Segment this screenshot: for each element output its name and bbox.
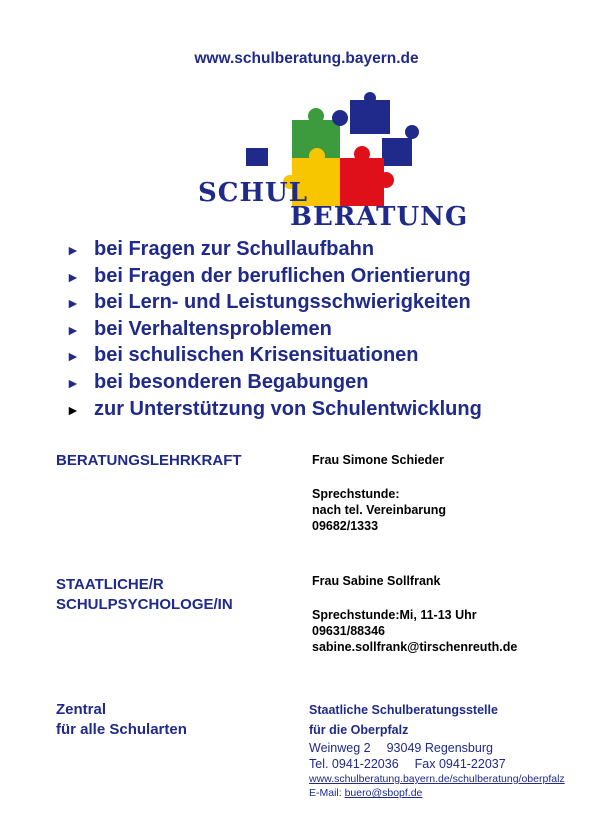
office-name: Staatliche Schulberatungsstelle <box>309 703 498 717</box>
office-web-link-row <box>309 772 565 786</box>
schulberatung-logo <box>190 92 470 232</box>
triangle-bullet-icon: ► <box>66 242 80 258</box>
beratungsstelle-address <box>309 700 565 800</box>
triangle-bullet-icon: ► <box>66 268 80 285</box>
contact-name: Frau Sabine Sollfrank <box>312 574 441 588</box>
contact-phone: 09631/88346 <box>312 624 385 638</box>
list-item: ► bei schulischen Krisensituationen <box>66 342 482 369</box>
list-item: ► bei Fragen der beruflichen Orientierung <box>66 263 482 290</box>
zentral-label: Zentral für alle Schularten <box>56 701 187 738</box>
logo-word-schul: SCHUL <box>198 178 308 208</box>
contact-name: Frau Simone Schieder <box>312 453 444 467</box>
schulpsychologe-info <box>312 573 517 655</box>
beratungslehrkraft-info <box>312 452 446 534</box>
office-email-row: E-Mail: buero@sbopf.de <box>309 787 423 799</box>
office-web-link[interactable]: www.schulberatung.bayern.de/schulberatung/oberpfalz <box>309 773 565 785</box>
service-list <box>66 236 482 422</box>
list-item: ► zur Unterstützung von Schulentwicklung <box>66 396 482 423</box>
logo-word-beratung: BERATUNG <box>290 202 469 232</box>
office-region: für die Oberpfalz <box>309 723 409 737</box>
schulpsychologe-label: STAATLICHE/R SCHULPSYCHOLOGE/IN <box>56 576 233 613</box>
list-item: ► bei Fragen zur Schullaufbahn <box>66 236 482 263</box>
contact-phone: 09682/1333 <box>312 519 379 533</box>
list-item: ► bei Verhaltensproblemen <box>66 316 482 343</box>
office-phone-fax: Tel. 0941-22036 Fax 0941-22037 <box>309 757 506 771</box>
sprechstunde-value: nach tel. Vereinbarung <box>312 503 447 517</box>
triangle-bullet-icon: ► <box>66 321 80 338</box>
triangle-bullet-icon: ► <box>66 374 80 391</box>
list-item: ► bei besonderen Begabungen <box>66 369 482 396</box>
beratungslehrkraft-label: BERATUNGSLEHRKRAFT <box>56 452 242 469</box>
sprechstunde-label: Sprechstunde: <box>312 487 400 501</box>
office-address: Weinweg 2 93049 Regensburg <box>309 741 493 755</box>
contact-email[interactable]: sabine.sollfrank@tirschenreuth.de <box>312 640 518 654</box>
list-item: ► bei Lern- und Leistungsschwierigkeiten <box>66 289 482 316</box>
header-url[interactable]: www.schulberatung.bayern.de <box>194 50 419 67</box>
sprechstunde-value: Sprechstunde:Mi, 11-13 Uhr <box>312 608 477 622</box>
triangle-bullet-icon: ► <box>66 295 80 312</box>
triangle-bullet-icon: ► <box>66 401 80 418</box>
triangle-bullet-icon: ► <box>66 348 80 365</box>
office-email-link[interactable]: buero@sbopf.de <box>344 787 423 799</box>
